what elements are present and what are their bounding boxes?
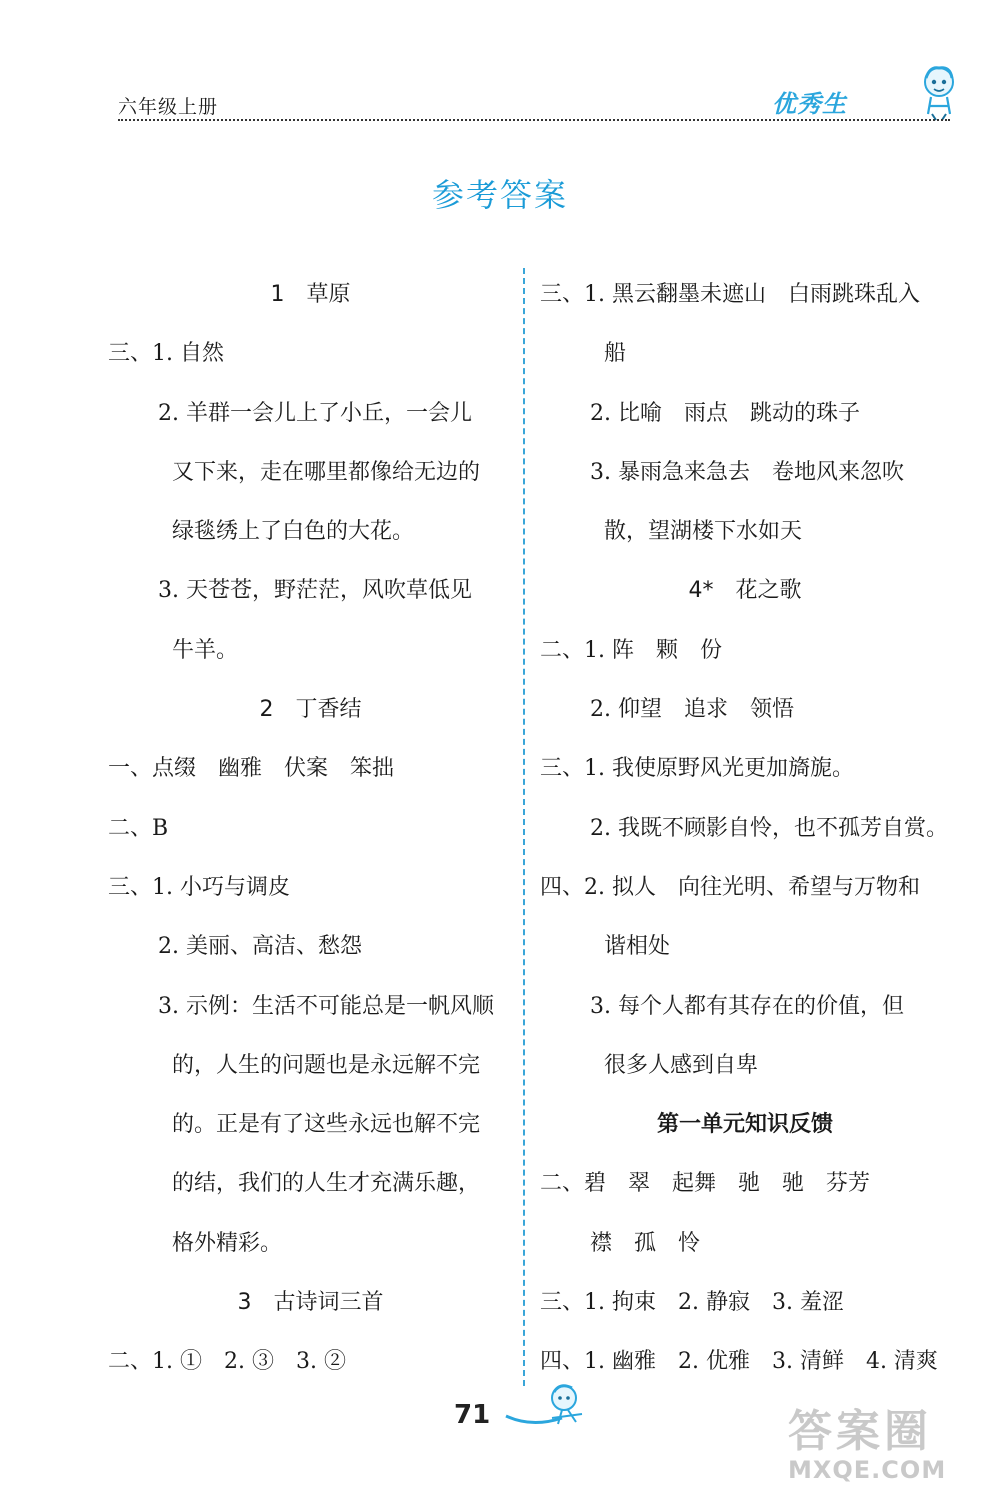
right-column [540,265,950,1392]
left-answer-line: 2. 美丽、高洁、愁怨 [158,934,362,960]
left-answer-line: 的。正是有了这些永远也解不完 [172,1112,481,1138]
left-section-heading: 2 丁香结 [259,697,362,723]
left-answer-line: 的结，我们的人生才充满乐趣， [172,1171,481,1197]
page-title: 参考答案 [431,176,568,214]
right-answer-line: 三、1. 拘束 2. 静寂 3. 羞涩 [540,1290,844,1316]
watermark-title: 答案圈 [788,1406,932,1457]
right-answer-line: 2. 比喻 雨点 跳动的珠子 [590,400,860,426]
grade-label: 六年级上册 [118,96,219,118]
left-section-heading: 1 草原 [270,282,351,307]
right-answer-line: 散，望湖楼下水如天 [604,519,803,545]
left-answer-line: 一、点缀 幽雅 伏案 笨拙 [108,756,395,782]
mascot-icon [918,64,960,122]
right-section-heading: 4* 花之歌 [688,578,802,604]
right-answer-line: 2. 我既不顾影自怜，也不孤芳自赏。 [590,815,948,841]
right-section-heading: 第一单元知识反馈 [656,1112,833,1138]
header-rule [118,119,950,121]
left-answer-line: 绿毯绣上了白色的大花。 [172,519,415,545]
left-answer-line: 2. 羊群一会儿上了小丘，一会儿 [158,400,472,426]
left-answer-line: 三、1. 小巧与调皮 [108,874,290,900]
left-answer-line: 二、1. ① 2. ③ 3. ② [108,1349,346,1375]
column-divider [523,268,525,1386]
left-answer-line: 格外精彩。 [172,1230,283,1256]
left-answer-line: 三、1. 自然 [108,341,224,367]
left-section-heading: 3 古诗词三首 [237,1290,384,1316]
right-answer-line: 3. 每个人都有其存在的价值，但 [590,993,904,1019]
right-answer-line: 2. 仰望 追求 领悟 [590,697,794,723]
page-number: 71 [454,1400,491,1430]
right-answer-line: 很多人感到自卑 [604,1052,759,1078]
right-answer-line: 襟 孤 怜 [590,1230,701,1256]
right-answer-line: 二、1. 阵 颗 份 [540,637,722,663]
watermark [788,1408,988,1488]
right-answer-line: 3. 暴雨急来急去 卷地风来忽吹 [590,459,904,485]
brand-logo: 优秀生 [772,90,847,118]
right-answer-line: 三、1. 我使原野风光更加旖旎。 [540,756,854,782]
left-answer-line: 3. 示例：生活不可能总是一帆风顺 [158,993,494,1019]
right-answer-line: 二、碧 翠 起舞 驰 驰 芬芳 [540,1171,871,1197]
left-column [108,265,513,1392]
right-answer-line: 三、1. 黑云翻墨未遮山 白雨跳珠乱入 [540,282,920,307]
footer-mascot-icon [502,1378,602,1438]
left-answer-line: 的，人生的问题也是永远解不完 [172,1052,481,1078]
watermark-url: MXQE.COM [788,1456,947,1484]
left-answer-line: 牛羊。 [172,637,239,663]
left-answer-line: 二、B [108,815,169,841]
right-answer-line: 四、2. 拟人 向往光明、希望与万物和 [540,874,920,900]
right-answer-line: 船 [604,341,627,367]
right-answer-line: 四、1. 幽雅 2. 优雅 3. 清鲜 4. 清爽 [540,1349,938,1375]
left-answer-line: 又下来，走在哪里都像给无边的 [172,459,481,485]
right-answer-line: 谐相处 [604,934,671,960]
left-answer-line: 3. 天苍苍，野茫茫，风吹草低见 [158,578,472,604]
